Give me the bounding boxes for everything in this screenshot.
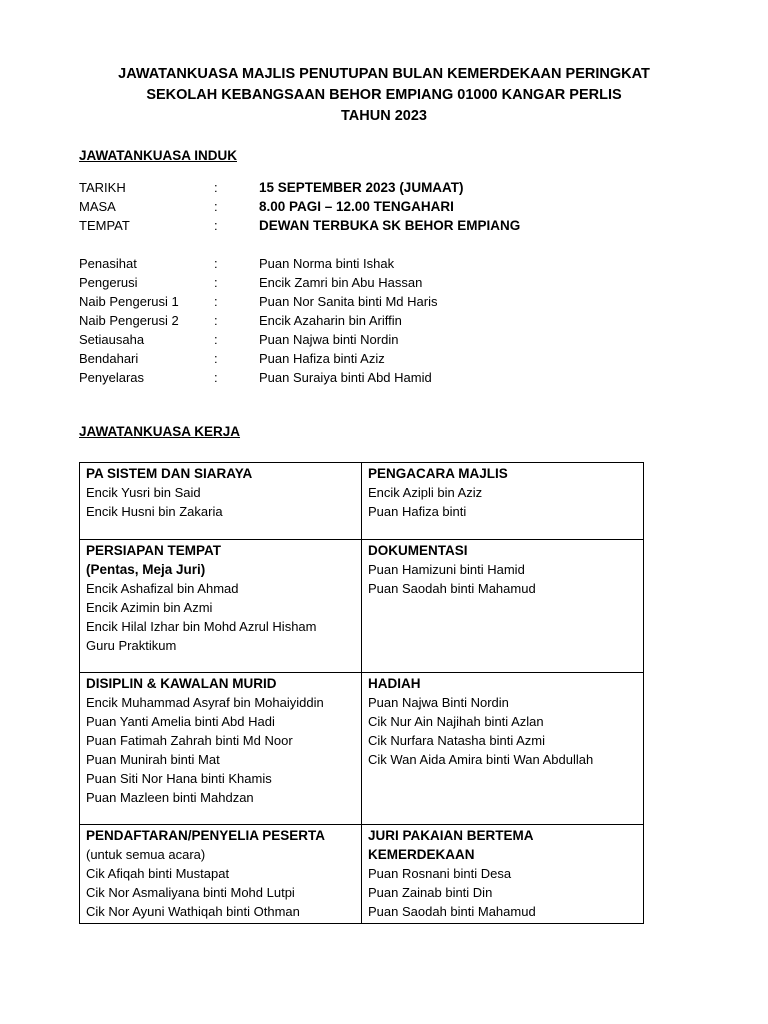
- table-cell: [362, 540, 644, 673]
- member-role: Bendahari: [79, 351, 139, 366]
- unit-member: Cik Afiqah binti Mustapat: [86, 866, 230, 881]
- induk-heading: JAWATANKUASA INDUK: [79, 148, 237, 163]
- unit-member: Puan Fatimah Zahrah binti Md Noor: [86, 733, 293, 748]
- member-colon: :: [214, 370, 218, 385]
- unit-member: Encik Muhammad Asyraf bin Mohaiyiddin: [86, 695, 324, 710]
- table-row: [80, 540, 644, 673]
- unit-member: Encik Azimin bin Azmi: [86, 600, 213, 615]
- title-line-2: SEKOLAH KEBANGSAAN BEHOR EMPIANG 01000 KANGAR PERLIS: [146, 87, 622, 103]
- unit-member: Encik Husni bin Zakaria: [86, 504, 223, 519]
- member-role: Naib Pengerusi 2: [79, 313, 179, 328]
- unit-member: Encik Hilal Izhar bin Mohd Azrul Hisham: [86, 619, 317, 634]
- table-cell: [362, 673, 644, 825]
- unit-member: Cik Nur Ain Najihah binti Azlan: [368, 714, 544, 729]
- table-cell: [362, 825, 644, 924]
- event-colon: :: [214, 180, 218, 195]
- table-cell: [80, 463, 362, 540]
- table-cell: [362, 463, 644, 540]
- member-colon: :: [214, 332, 218, 347]
- unit-member: Cik Nor Asmaliyana binti Mohd Lutpi: [86, 885, 295, 900]
- unit-member: Encik Yusri bin Said: [86, 485, 201, 500]
- unit-subtitle: (Pentas, Meja Juri): [86, 562, 206, 577]
- member-colon: :: [214, 294, 218, 309]
- member-name: Puan Norma binti Ishak: [259, 256, 395, 271]
- table-row: [80, 673, 644, 825]
- table-cell: [80, 540, 362, 673]
- event-value: 8.00 PAGI – 12.00 TENGAHARI: [259, 199, 454, 214]
- event-label: TEMPAT: [79, 218, 130, 233]
- unit-member: Puan Rosnani binti Desa: [368, 866, 512, 881]
- event-label: MASA: [79, 199, 116, 214]
- table-cell: [80, 825, 362, 924]
- kerja-heading: JAWATANKUASA KERJA: [79, 424, 241, 439]
- member-role: Penyelaras: [79, 370, 145, 385]
- member-role: Penasihat: [79, 256, 137, 271]
- member-name: Encik Zamri bin Abu Hassan: [259, 275, 423, 290]
- unit-member: Puan Mazleen binti Mahdzan: [86, 790, 254, 805]
- unit-title: PERSIAPAN TEMPAT: [86, 543, 222, 558]
- unit-member: Guru Praktikum: [86, 638, 177, 653]
- unit-member: Cik Nurfara Natasha binti Azmi: [368, 733, 546, 748]
- event-value: 15 SEPTEMBER 2023 (JUMAAT): [259, 180, 464, 195]
- member-name: Encik Azaharin bin Ariffin: [259, 313, 402, 328]
- unit-title: PA SISTEM DAN SIARAYA: [86, 466, 253, 481]
- title-line-1: JAWATANKUASA MAJLIS PENUTUPAN BULAN KEMERDEKAAN PERINGKAT: [118, 66, 650, 82]
- member-role: Naib Pengerusi 1: [79, 294, 179, 309]
- work-committee-table: [79, 462, 644, 924]
- unit-member: Puan Zainab binti Din: [368, 885, 493, 900]
- unit-title: PENGACARA MAJLIS: [368, 466, 508, 481]
- member-colon: :: [214, 351, 218, 366]
- member-role: Setiausaha: [79, 332, 145, 347]
- event-colon: :: [214, 218, 218, 233]
- unit-member: Puan Hamizuni binti Hamid: [368, 562, 525, 577]
- unit-title: DOKUMENTASI: [368, 543, 468, 558]
- member-role: Pengerusi: [79, 275, 138, 290]
- unit-member: Puan Munirah binti Mat: [86, 752, 220, 767]
- unit-title: DISIPLIN & KAWALAN MURID: [86, 676, 277, 691]
- unit-member: Puan Saodah binti Mahamud: [368, 581, 536, 596]
- title-line-3: TAHUN 2023: [341, 108, 427, 124]
- member-name: Puan Hafiza binti Aziz: [259, 351, 385, 366]
- event-colon: :: [214, 199, 218, 214]
- unit-title: JURI PAKAIAN BERTEMA KEMERDEKAAN: [368, 828, 534, 862]
- unit-title: HADIAH: [368, 676, 421, 691]
- unit-member: Puan Hafiza binti: [368, 504, 467, 519]
- unit-member: Puan Yanti Amelia binti Abd Hadi: [86, 714, 275, 729]
- event-value: DEWAN TERBUKA SK BEHOR EMPIANG: [259, 218, 521, 233]
- event-label: TARIKH: [79, 180, 126, 195]
- document-title: [0, 64, 768, 127]
- unit-member: Puan Najwa Binti Nordin: [368, 695, 509, 710]
- member-colon: :: [214, 275, 218, 290]
- unit-title: PENDAFTARAN/PENYELIA PESERTA: [86, 828, 326, 843]
- unit-note: (untuk semua acara): [86, 847, 206, 862]
- member-name: Puan Nor Sanita binti Md Haris: [259, 294, 438, 309]
- unit-member: Cik Wan Aida Amira binti Wan Abdullah: [368, 752, 594, 767]
- unit-member: Encik Ashafizal bin Ahmad: [86, 581, 239, 596]
- unit-member: Puan Siti Nor Hana binti Khamis: [86, 771, 272, 786]
- member-colon: :: [214, 256, 218, 271]
- member-name: Puan Suraiya binti Abd Hamid: [259, 370, 432, 385]
- unit-member: Cik Nor Ayuni Wathiqah binti Othman: [86, 904, 300, 919]
- member-colon: :: [214, 313, 218, 328]
- member-name: Puan Najwa binti Nordin: [259, 332, 399, 347]
- table-row: [80, 463, 644, 540]
- table-row: [80, 825, 644, 924]
- table-cell: [80, 673, 362, 825]
- unit-member: Encik Azipli bin Aziz: [368, 485, 483, 500]
- unit-member: Puan Saodah binti Mahamud: [368, 904, 536, 919]
